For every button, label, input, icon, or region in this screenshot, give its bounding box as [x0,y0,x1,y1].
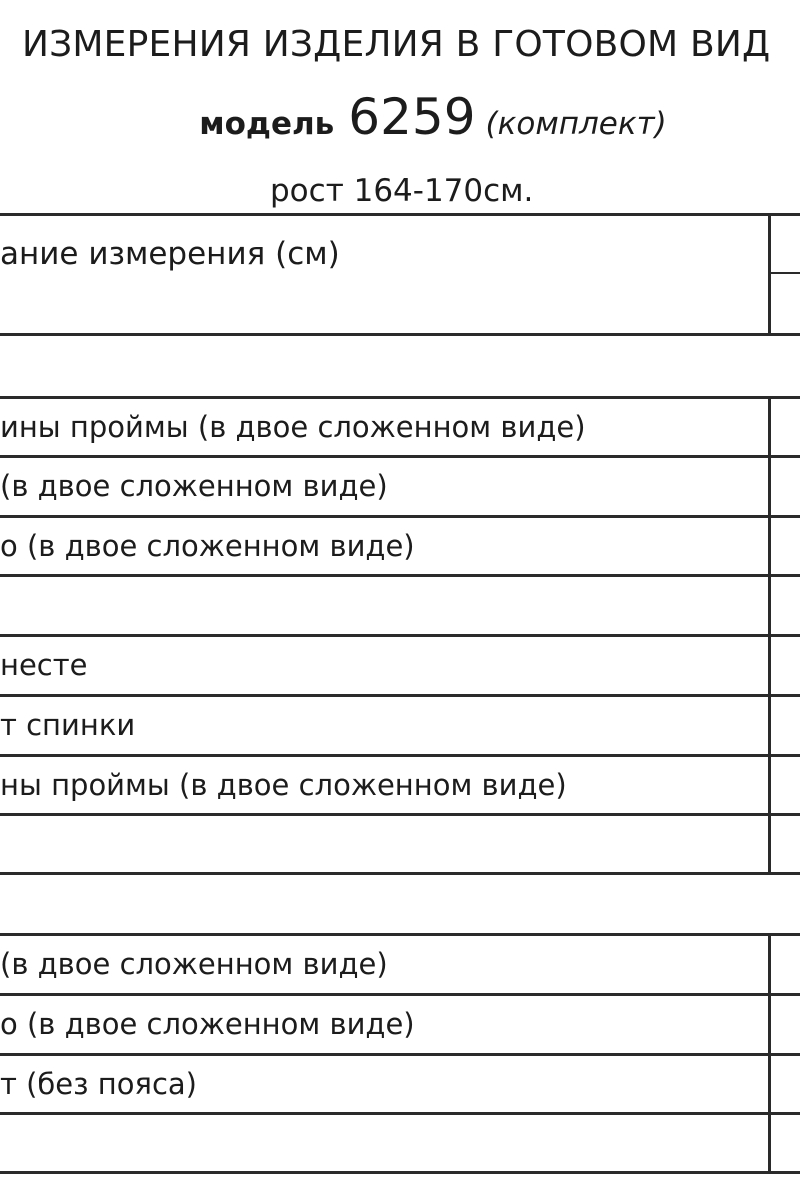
table-border [0,1171,800,1174]
table-border [0,333,800,336]
model-label: модель [199,106,335,142]
model-kit: (комплект) [485,106,667,142]
table-row: ины проймы (в двое сложенном виде) [0,410,586,444]
table-header-cell: ание измерения (см) [0,236,340,272]
table-row: нестe [0,648,88,682]
table-row: ны проймы (в двое сложенном виде) [0,768,567,802]
column-border [768,396,771,875]
document-title: ИЗМЕРЕНИЯ ИЗДЕЛИЯ В ГОТОВОМ ВИД [22,24,771,65]
column-border [768,933,771,1174]
table-row: о (в двое сложенном виде) [0,529,415,563]
height-range: рост 164-170см. [270,173,534,209]
table-row: т спинки [0,708,136,742]
table-row: (в двое сложенном виде) [0,947,388,981]
model-number: 6259 [348,88,476,146]
table-border [0,213,800,216]
table-border [770,272,800,274]
model-line [0,82,800,164]
table-row: о (в двое сложенном виде) [0,1007,415,1041]
table-row: (в двое сложенном виде) [0,469,388,503]
table-row: т (без пояса) [0,1067,197,1101]
column-border [768,213,771,336]
table-border [0,872,800,875]
